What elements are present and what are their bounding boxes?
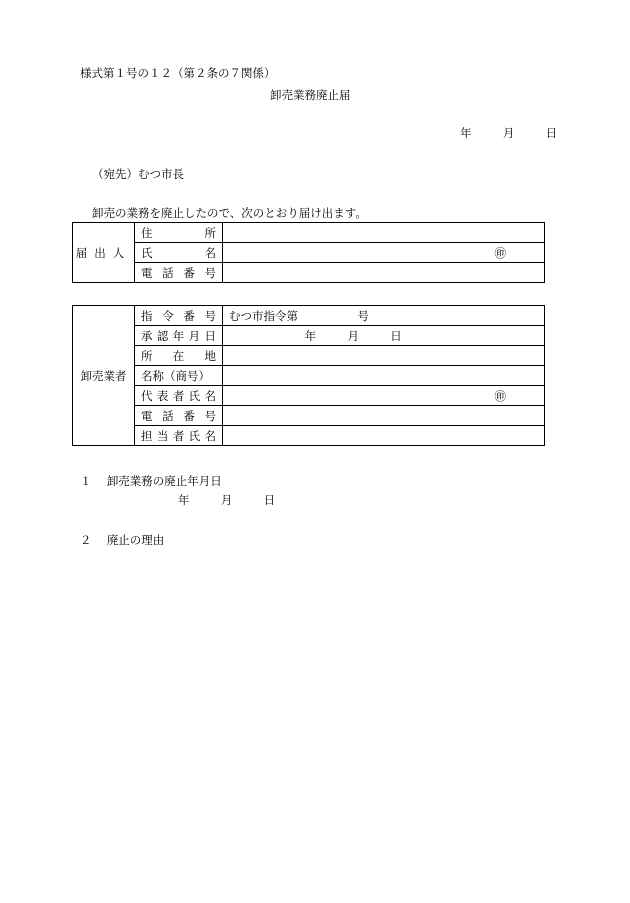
wholesaler-table [72,305,545,446]
approval-date-field[interactable] [223,326,545,346]
intro-text: 卸売の業務を廃止したので、次のとおり届け出ます。 [92,206,367,220]
location-field[interactable] [223,346,545,366]
company-name-label: 名称（商号） [135,366,223,386]
representative-row [73,386,545,406]
company-name-row [73,366,545,386]
approval-date-label: 承認年月日 [135,326,223,346]
contact-person-label: 担当者氏名 [135,426,223,446]
date-month-label: 月 [502,126,515,140]
wholesaler-phone-row [73,406,545,426]
permit-number-row [73,306,545,326]
item-2-text: 廃止の理由 [106,533,165,547]
page-title: 卸売業務廃止届 [270,88,351,102]
approval-year-label: 年 [304,328,317,343]
wholesaler-group-label: 卸売業者 [73,306,135,446]
permit-number-prefix: むつ市指令第 [229,308,298,323]
contact-person-row [73,426,545,446]
applicant-name-field[interactable] [223,243,545,263]
date-day-label: 日 [545,126,558,140]
location-row [73,346,545,366]
permit-number-field[interactable] [223,306,545,326]
location-label: 所在地 [135,346,223,366]
seal-mark: ㊞ [494,388,506,403]
applicant-name-row [73,243,545,263]
applicant-address-field[interactable] [223,223,545,243]
applicant-address-row [73,223,545,243]
applicant-table [72,222,545,283]
item-1 [80,474,222,488]
item-2-number: ２ [80,533,92,547]
approval-day-label: 日 [390,328,402,343]
applicant-phone-label: 電話番号 [135,263,223,283]
abolition-year-label: 年 [178,493,190,507]
abolition-day-label: 日 [263,493,276,507]
applicant-phone-field[interactable] [223,263,545,283]
approval-month-label: 月 [347,328,359,343]
wholesaler-phone-label: 電話番号 [135,406,223,426]
applicant-address-label: 住所 [135,223,223,243]
approval-date-row [73,326,545,346]
company-name-field[interactable] [223,366,545,386]
form-number: 様式第１号の１２（第２条の７関係） [80,66,276,80]
contact-person-field[interactable] [223,426,545,446]
representative-label: 代表者氏名 [135,386,223,406]
date-year-label: 年 [460,126,472,140]
abolition-date [178,493,275,507]
applicant-group-label: 届出人 [73,223,135,283]
representative-field[interactable] [223,386,545,406]
wholesaler-phone-field[interactable] [223,406,545,426]
item-1-text: 卸売業務の廃止年月日 [106,474,222,488]
applicant-name-label: 氏名 [135,243,223,263]
applicant-phone-row [73,263,545,283]
seal-mark: ㊞ [494,245,506,260]
abolition-month-label: 月 [220,493,233,507]
addressee: （宛先）むつ市長 [92,167,184,181]
item-2 [80,533,164,547]
item-1-number: １ [80,474,92,488]
permit-number-label: 指令番号 [135,306,223,326]
submission-date [460,126,557,140]
permit-number-suffix: 号 [357,308,369,323]
